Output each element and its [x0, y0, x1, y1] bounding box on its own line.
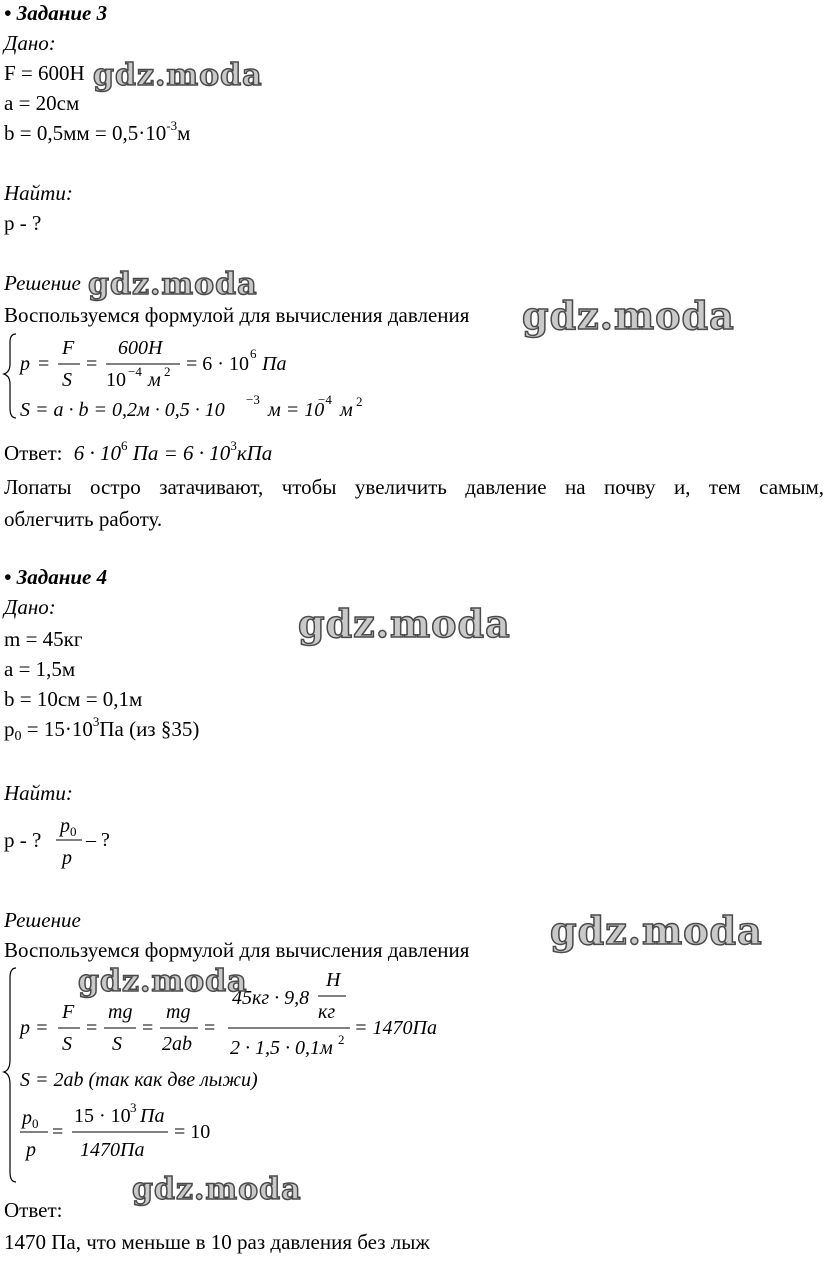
svg-text:S = 2ab (так как две лыжи): S = 2ab (так как две лыжи) — [20, 1069, 258, 1091]
svg-text:Н: Н — [326, 969, 341, 991]
task4-given-label: Дано: — [4, 595, 56, 619]
svg-text:2: 2 — [338, 1032, 345, 1047]
svg-text:=: = — [86, 1017, 98, 1039]
svg-text:2 · 1,5 · 0,1м: 2 · 1,5 · 0,1м — [230, 1037, 333, 1059]
task4-given-b: b = 10см = 0,1м — [4, 687, 143, 711]
task3-given-a: a = 20см — [4, 91, 80, 115]
brace — [4, 334, 16, 418]
svg-text:=: = — [86, 353, 98, 375]
task4-solution-label: Решение — [4, 908, 81, 932]
watermark: gdz.moda — [93, 58, 263, 93]
svg-text:=: = — [38, 353, 50, 375]
task4-find-p: p - ? — [4, 828, 42, 852]
svg-text:mg: mg — [166, 1001, 191, 1023]
task3-equation-system — [0, 328, 420, 428]
watermark: gdz.moda — [132, 1172, 302, 1207]
task4-find-label: Найти: — [4, 781, 73, 805]
svg-text:p: p — [62, 847, 72, 869]
svg-text:0: 0 — [32, 1116, 39, 1131]
svg-text:p: p — [22, 1107, 32, 1129]
svg-text:15 · 10: 15 · 10 — [74, 1105, 131, 1127]
svg-text:F: F — [62, 337, 75, 359]
svg-text:6: 6 — [250, 346, 257, 361]
task4-given-p0: $p_0 = 15\cdot 10^3Па$ (из §35) — [4, 714, 200, 744]
svg-text:Па: Па — [262, 353, 287, 375]
task3-header: • Задание 3 — [4, 1, 108, 25]
svg-text:−3: −3 — [246, 392, 260, 407]
svg-text:600Н: 600Н — [118, 337, 163, 359]
task4-given-a: a = 1,5м — [4, 657, 76, 681]
svg-text:−4: −4 — [318, 392, 332, 407]
svg-text:10: 10 — [106, 369, 126, 391]
svg-text:=: = — [204, 1017, 216, 1039]
svg-text:=: = — [142, 1017, 154, 1039]
svg-text:mg: mg — [108, 1001, 133, 1023]
task3-find: p - ? — [4, 211, 42, 235]
task3-explanation-line2: облегчить работу. — [4, 507, 163, 531]
task3-find-label: Найти: — [4, 181, 73, 205]
svg-text:– ?: – ? — [86, 829, 110, 851]
task4-answer-label: Ответ: — [4, 1198, 63, 1222]
svg-text:Па: Па — [140, 1105, 165, 1127]
svg-text:1470Па: 1470Па — [80, 1139, 145, 1161]
task3-given-force: F = 600Н — [4, 61, 85, 85]
svg-text:2: 2 — [356, 394, 363, 409]
task3-explanation-line1: Лопаты остро затачивают, чтобы увеличить давление на почву и, тем самым, — [4, 475, 824, 499]
watermark: gdz.moda — [550, 908, 763, 953]
svg-text:S: S — [62, 1033, 72, 1055]
watermark: gdz.moda — [78, 964, 248, 999]
task3-intro: Воспользуемся формулой для вычисления давления — [4, 303, 470, 327]
brace — [4, 968, 16, 1182]
task3-solution-label: Решение — [4, 271, 81, 295]
svg-text:м: м — [340, 399, 353, 421]
svg-text:2ab: 2ab — [162, 1033, 192, 1055]
svg-text:p =: p = — [20, 1017, 49, 1039]
svg-text:=: = — [52, 1121, 64, 1143]
task4-find-ratio — [50, 812, 130, 872]
svg-text:S: S — [62, 369, 72, 391]
task4-answer: 1470 Па, что меньше в 10 раз давления без лыж — [4, 1230, 430, 1254]
task3-given-label: Дано: — [4, 31, 56, 55]
svg-text:−4: −4 — [128, 364, 142, 379]
svg-text:p: p — [60, 815, 70, 837]
task3-given-b: $b = 0,5мм = 0,5\cdot 10^{-3}м$ — [4, 118, 191, 145]
task4-given-mass: m = 45кг — [4, 627, 83, 651]
svg-text:S = a · b = 0,2м · 0,5 · 10: S = a · b = 0,2м · 0,5 · 10 — [20, 399, 225, 421]
svg-text:F: F — [62, 1001, 75, 1023]
svg-text:2: 2 — [164, 364, 171, 379]
svg-text:45кг · 9,8: 45кг · 9,8 — [232, 987, 310, 1009]
svg-text:= 1470Па: = 1470Па — [354, 1017, 437, 1039]
svg-text:= 6 · 10: = 6 · 10 — [186, 353, 249, 375]
task4-intro: Воспользуемся формулой для вычисления давления — [4, 938, 470, 962]
watermark: gdz.moda — [88, 267, 258, 302]
svg-text:p: p — [26, 1139, 36, 1161]
svg-text:= 10: = 10 — [174, 1121, 211, 1143]
task4-header: • Задание 4 — [4, 565, 108, 589]
svg-text:м: м — [148, 369, 161, 391]
watermark: gdz.moda — [298, 601, 511, 646]
svg-text:м = 10: м = 10 — [268, 399, 325, 421]
svg-text:кг: кг — [318, 1001, 336, 1023]
task3-answer: Ответ: $6 \cdot 10^6$ Па = $6 \cdot 10^3кПа$ — [4, 438, 273, 465]
svg-text:3: 3 — [130, 1100, 137, 1115]
svg-text:S: S — [112, 1033, 122, 1055]
svg-text:p: p — [20, 353, 30, 375]
watermark: gdz.moda — [522, 293, 735, 338]
svg-text:0: 0 — [70, 824, 77, 839]
